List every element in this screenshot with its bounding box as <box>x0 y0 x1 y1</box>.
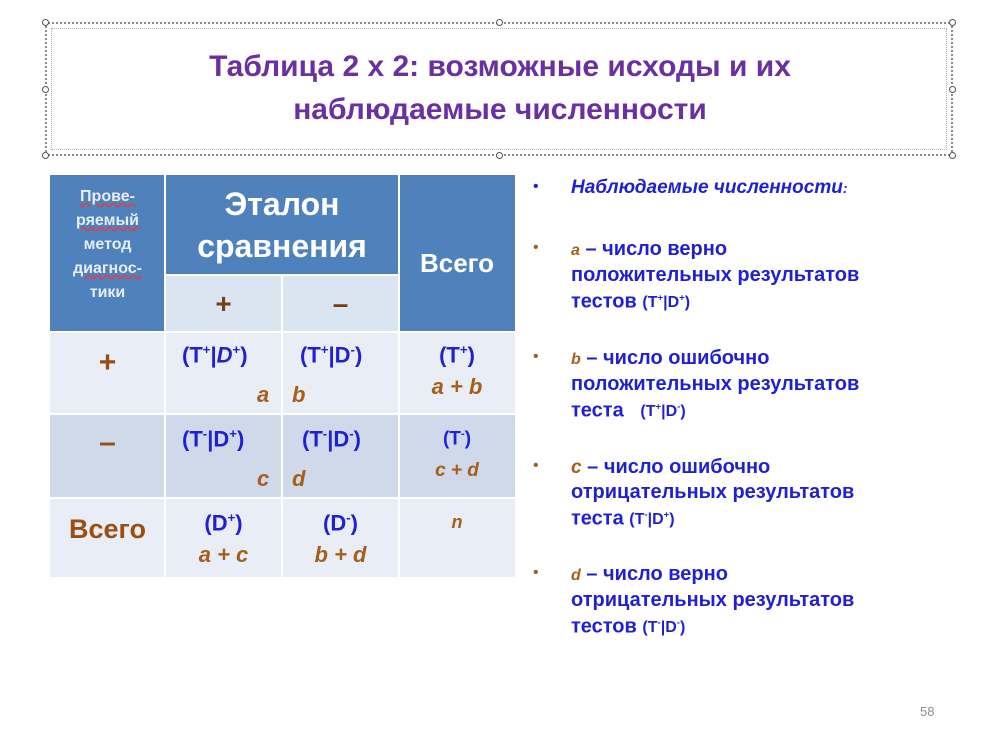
total-d-sup: - <box>346 510 351 525</box>
legend-d-sup: + <box>679 293 685 304</box>
reference-line-1: Эталон <box>224 186 340 222</box>
cell-d: D <box>333 426 350 452</box>
cell-true-positive: (T+|D+) a <box>165 332 282 414</box>
cell-letter: c <box>257 466 270 491</box>
resize-handle-bottom-right[interactable] <box>949 152 956 159</box>
total-t-sup: + <box>459 342 468 357</box>
cell-d: D <box>216 342 233 368</box>
total-t: T <box>449 428 461 450</box>
row-sum: c + d <box>435 460 479 481</box>
legend-line-3: тестов <box>571 615 637 638</box>
legend-t: T <box>634 511 645 529</box>
legend-d-sup: + <box>663 510 670 521</box>
legend-dash: – <box>586 347 598 369</box>
bullet-icon: • <box>533 178 539 195</box>
legend-line-2: положительных результатов <box>571 373 860 395</box>
legend-d: D <box>652 511 664 529</box>
cell-d: D <box>334 342 351 368</box>
col-sum: b + d <box>314 542 367 567</box>
cell-d-sup: - <box>350 342 355 357</box>
resize-handle-top-left[interactable] <box>42 19 49 26</box>
legend-t: T <box>647 619 658 637</box>
bullet-icon: • <box>533 239 539 256</box>
cell-d-sup: - <box>349 426 354 441</box>
legend-letter: d <box>571 567 581 584</box>
legend-line-3: теста <box>571 399 624 422</box>
cell-letter: b <box>292 382 306 407</box>
col-header-plus: + <box>165 275 282 332</box>
cell-t-sup: - <box>322 426 328 441</box>
col-sum: a + c <box>198 542 249 567</box>
divider <box>50 413 515 415</box>
legend-d-sup: - <box>676 618 680 629</box>
cell-t-sup: - <box>202 426 208 441</box>
grand-total <box>399 498 515 577</box>
cell-letter: d <box>292 466 306 491</box>
reference-line-2: сравнения <box>197 228 367 264</box>
divider <box>50 497 515 499</box>
legend-dash: – <box>587 456 599 478</box>
legend-t-sup: + <box>655 402 662 413</box>
total-t-sup: - <box>460 428 465 440</box>
row-sum: a + b <box>431 374 483 399</box>
resize-handle-bottom-mid[interactable] <box>496 152 503 159</box>
cell-letter: a <box>257 382 270 407</box>
legend-line-1: число верно <box>603 563 728 585</box>
legend-t: T <box>647 294 658 312</box>
cell-t-sup: + <box>202 342 211 357</box>
corner-header <box>50 175 165 332</box>
cell-t: T <box>189 426 203 452</box>
bullet-icon: • <box>533 564 539 581</box>
corner-line: метод <box>83 236 132 253</box>
legend-t-sup: - <box>657 618 661 629</box>
legend-line-2: отрицательных результатов <box>571 481 855 503</box>
legend-line-1: число верно <box>602 238 728 260</box>
col-header-minus: – <box>282 275 399 332</box>
legend-t-sup: + <box>657 293 664 304</box>
legend-line-2: отрицательных результатов <box>571 589 855 611</box>
row-header-plus: + <box>50 332 165 414</box>
divider <box>164 175 166 577</box>
divider <box>165 274 399 276</box>
row-total-minus: (T-) c + d <box>399 414 515 498</box>
divider <box>50 331 515 333</box>
legend-t: T <box>645 403 656 421</box>
resize-handle-mid-right[interactable] <box>949 86 956 93</box>
total-d: D <box>211 510 228 536</box>
cell-true-negative: (T-|D-) d <box>282 414 399 498</box>
resize-handle-top-mid[interactable] <box>496 19 503 26</box>
legend-heading-text: Наблюдаемые численности <box>571 177 843 198</box>
legend-line-2: положительных результатов <box>571 264 860 286</box>
cell-false-negative: (T-|D+) c <box>165 414 282 498</box>
legend-d-sup: - <box>677 402 681 413</box>
legend-letter: b <box>571 351 581 368</box>
legend-letter: a <box>571 242 580 259</box>
page-number: 58 <box>920 704 935 719</box>
corner-line: тики <box>89 284 126 301</box>
title-line-2: наблюдаемые численности <box>293 93 707 126</box>
col-total-minus: (D-) b + d <box>282 498 399 577</box>
legend-d: D <box>665 403 678 421</box>
legend-line-1: число ошибочно <box>603 347 770 369</box>
row-header-total: Всего <box>50 498 165 577</box>
legend-t-sup: - <box>644 510 648 521</box>
corner-line: Прове- <box>80 188 135 205</box>
resize-handle-bottom-left[interactable] <box>42 152 49 159</box>
cell-false-positive: (T+|D-) b <box>282 332 399 414</box>
total-d: D <box>330 510 347 536</box>
total-t: T <box>446 342 460 368</box>
contingency-table <box>50 175 515 577</box>
reference-header <box>165 175 399 275</box>
legend-dash: – <box>585 238 597 260</box>
cell-d-sup: + <box>232 342 241 357</box>
row-total-plus: (T+) a + b <box>399 332 515 414</box>
bullet-icon: • <box>533 348 539 365</box>
cell-d: D <box>213 426 230 452</box>
legend-dash: – <box>586 563 598 585</box>
title-line-1: Таблица 2 х 2: возможные исходы и их <box>209 50 791 83</box>
legend-d: D <box>665 619 677 637</box>
grand-total-value: n <box>451 512 463 532</box>
legend-line-3: теста <box>571 507 624 530</box>
cell-d-sup: + <box>229 426 237 441</box>
total-d-sup: + <box>227 510 236 525</box>
resize-handle-mid-left[interactable] <box>42 86 49 93</box>
divider <box>398 175 400 577</box>
row-header-minus: – <box>50 414 165 498</box>
cell-t-sup: + <box>320 342 329 357</box>
col-total-plus: (D+) a + c <box>165 498 282 577</box>
corner-line: ряемый <box>76 212 139 229</box>
cell-t: T <box>309 426 323 452</box>
legend-d: D <box>667 294 680 312</box>
resize-handle-top-right[interactable] <box>949 19 956 26</box>
legend-line-1: число ошибочно <box>603 456 771 478</box>
slide-title[interactable] <box>60 45 940 131</box>
legend-line-3: тестов <box>571 290 637 313</box>
cell-t: T <box>307 342 321 368</box>
divider <box>281 275 283 577</box>
bullet-icon: • <box>533 457 539 474</box>
total-header: Всего <box>399 175 515 332</box>
legend-heading-colon: : <box>842 180 848 196</box>
legend-letter: c <box>571 457 582 478</box>
cell-t: T <box>189 342 203 368</box>
corner-line: диагнос- <box>72 260 142 277</box>
